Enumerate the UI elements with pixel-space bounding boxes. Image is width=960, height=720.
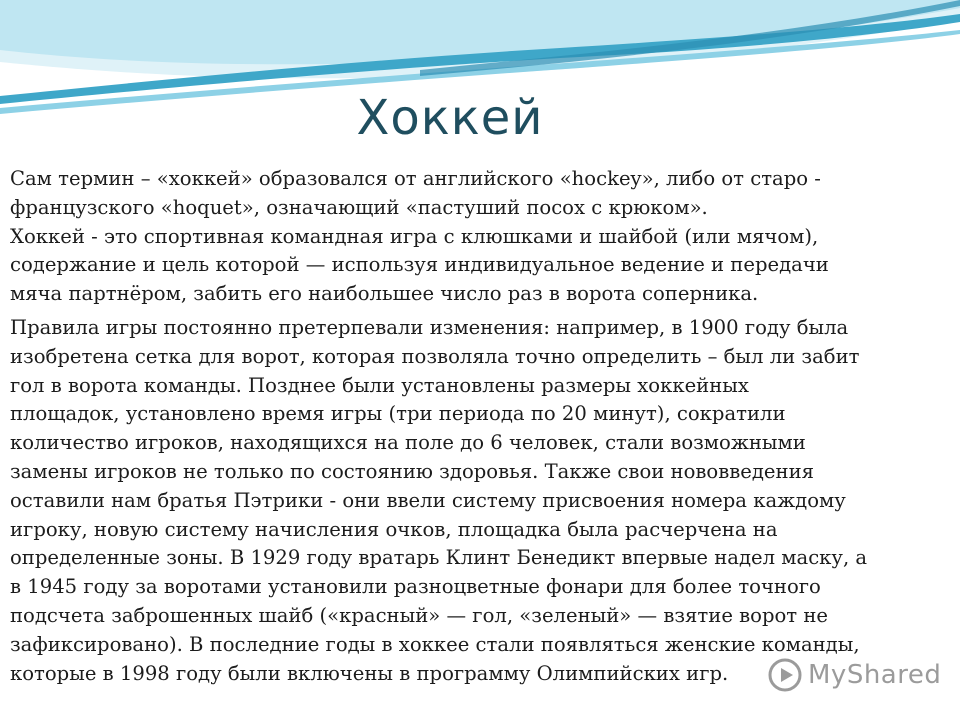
paragraph-history xyxy=(10,314,935,688)
text-line: количество игроков, находящихся на поле до 6 человек, стали возможными xyxy=(10,431,806,455)
text-line: гол в ворота команды. Позднее были установлены размеры хоккейных xyxy=(10,373,749,397)
play-icon xyxy=(768,658,802,692)
text-line: определенные зоны. В 1929 году вратарь Клинт Бенедикт впервые надел маску, а xyxy=(10,546,868,570)
slide-title: Хоккей xyxy=(356,90,544,146)
text-line: в 1945 году за воротами установили разноцветные фонари для более точного xyxy=(10,575,821,599)
text-line: которые в 1998 году были включены в программу Олимпийских игр. xyxy=(10,661,729,685)
text-line: площадок, установлено время игры (три периода по 20 минут), сократили xyxy=(10,402,786,426)
text-line: Правила игры постоянно претерпевали изменения: например, в 1900 году была xyxy=(10,315,849,339)
text-line: подсчета заброшенных шайб («красный» — гол, «зеленый» — взятие ворот не xyxy=(10,603,829,627)
text-line: Сам термин – «хоккей» образовался от английского «hockey», либо от старо - xyxy=(10,167,821,190)
text-line: изобретена сетка для ворот, которая позволяла точно определить – был ли забит xyxy=(10,344,860,368)
text-line: оставили нам братья Пэтрики - они ввели систему присвоения номера каждому xyxy=(10,488,846,512)
watermark-text: MyShared xyxy=(808,660,942,690)
text-line: игроку, новую систему начисления очков, площадка была расчерчена на xyxy=(10,517,778,541)
text-line: содержание и цель которой — используя индивидуальное ведение и передачи xyxy=(10,253,829,277)
text-line: замены игроков не только по состоянию здоровья. Также свои нововведения xyxy=(10,459,815,483)
paragraph-definition xyxy=(10,165,935,309)
text-line: французского «hoquet», означающий «пастуший посох с крюком». xyxy=(10,195,708,219)
watermark xyxy=(768,655,941,695)
text-line: мяча партнёром, забить его наибольшее число раз в ворота соперника. xyxy=(10,282,759,306)
text-line: зафиксировано). В последние годы в хоккее стали появляться женские команды, xyxy=(10,632,860,656)
text-line: Хоккей - это спортивная командная игра с клюшками и шайбой (или мячом), xyxy=(10,224,819,248)
slide-body xyxy=(10,165,935,693)
